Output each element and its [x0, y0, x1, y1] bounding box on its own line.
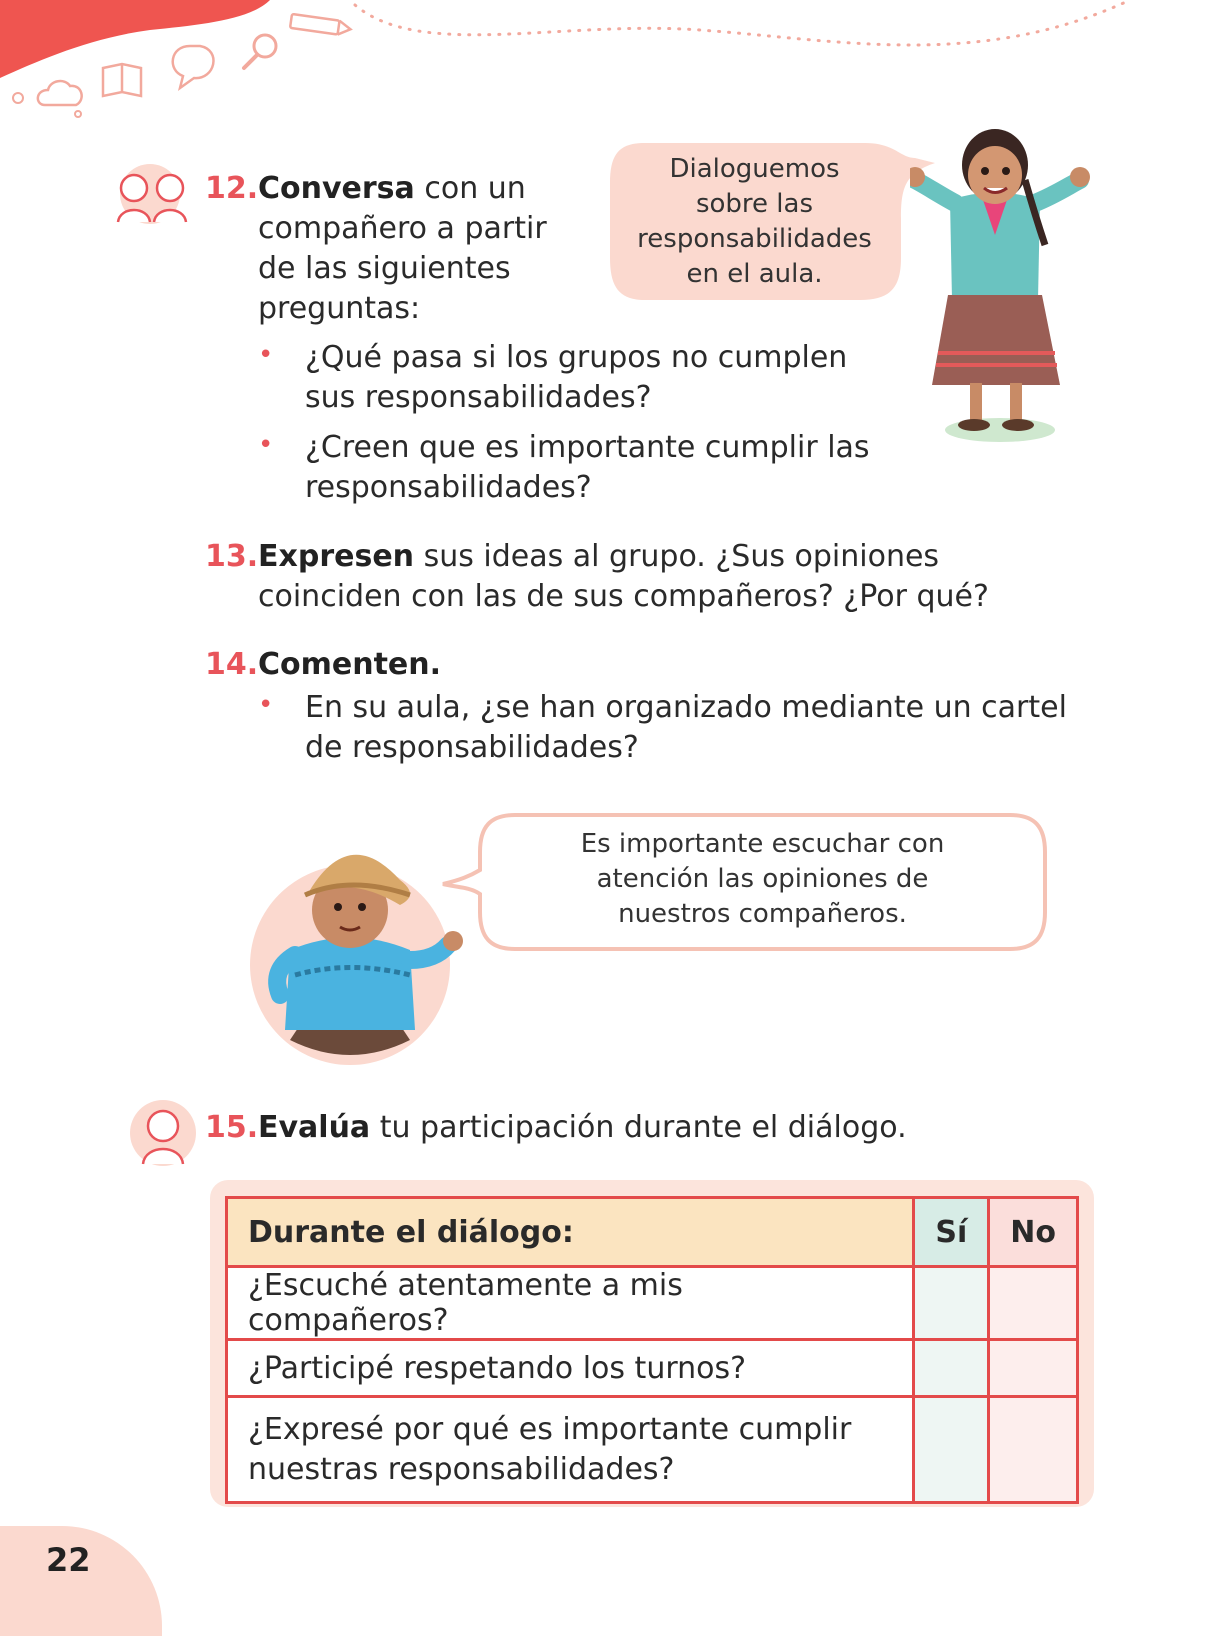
q12-line: de las siguientes	[258, 251, 511, 286]
page-number: 22	[46, 1541, 91, 1579]
row-question	[227, 1397, 914, 1503]
row-question: ¿Escuché atentamente a mis compañeros?	[227, 1267, 914, 1340]
q12-text	[258, 169, 578, 329]
top-decoration	[0, 0, 1215, 130]
individual-work-icon	[128, 1098, 198, 1168]
bubble1-text	[612, 152, 897, 292]
pencil-icon	[290, 14, 351, 36]
evaluation-table	[225, 1196, 1079, 1504]
bullet-dot: •	[258, 430, 274, 460]
bubble1-line: responsabilidades	[637, 224, 872, 254]
bullet-line: de responsabilidades?	[305, 730, 639, 765]
q13-line: sus ideas al grupo. ¿Sus opiniones	[423, 539, 940, 574]
table-row	[227, 1267, 1078, 1340]
bullet-dot: •	[258, 340, 274, 370]
bubble1-line: sobre las	[695, 189, 814, 219]
q14-bullet	[305, 688, 1105, 768]
bullet-dot: •	[258, 690, 274, 720]
girl-illustration	[910, 125, 1100, 450]
row-question-line: ¿Expresé por qué es importante cumplir	[248, 1411, 852, 1447]
book-icon	[103, 64, 141, 96]
q15-bold: Evalúa	[258, 1110, 371, 1145]
magnifier-icon	[244, 35, 276, 68]
q12-bullet-2	[305, 428, 925, 508]
q15-rest: tu participación durante el diálogo.	[379, 1110, 907, 1145]
q14-bold: Comenten.	[258, 647, 442, 682]
row-question: ¿Participé respetando los turnos?	[227, 1340, 914, 1397]
boy-illustration	[250, 835, 470, 1075]
bubble2-line: atención las opiniones de	[596, 864, 929, 894]
bubble2-line: Es importante escuchar con	[580, 829, 945, 859]
row-question-line: nuestras responsabilidades?	[248, 1451, 675, 1487]
si-check-cell[interactable]	[914, 1397, 989, 1503]
q13-line: coinciden con las de sus compañeros? ¿Por qué?	[258, 579, 989, 614]
dotted-line	[355, 0, 1130, 45]
col-no-header: No	[989, 1198, 1078, 1267]
q13-number: 13.	[205, 539, 259, 574]
speech-bubble-icon	[173, 46, 214, 88]
q12-line: con un	[424, 171, 526, 206]
q14-number: 14.	[205, 647, 259, 682]
bubble2-text	[480, 827, 1045, 932]
q12-line: preguntas:	[258, 291, 421, 326]
no-check-cell[interactable]	[989, 1267, 1078, 1340]
q12-bullet-1	[305, 338, 925, 418]
table-row	[227, 1340, 1078, 1397]
bubble1-line: Dialoguemos	[669, 154, 840, 184]
no-check-cell[interactable]	[989, 1340, 1078, 1397]
q13-bold: Expresen	[258, 539, 415, 574]
bullet-line: sus responsabilidades?	[305, 380, 652, 415]
q15-text	[258, 1108, 1058, 1148]
no-check-cell[interactable]	[989, 1397, 1078, 1503]
q12-line: compañero a partir	[258, 211, 547, 246]
cloud-icon	[13, 81, 82, 117]
table-header: Durante el diálogo:	[227, 1198, 914, 1267]
q12-bold: Conversa	[258, 171, 415, 206]
bubble2-line: nuestros compañeros.	[618, 899, 907, 929]
q15-number: 15.	[205, 1110, 259, 1145]
bullet-line: ¿Qué pasa si los grupos no cumplen	[305, 340, 848, 375]
si-check-cell[interactable]	[914, 1340, 989, 1397]
col-si-header: Sí	[914, 1198, 989, 1267]
bubble1-line: en el aula.	[686, 259, 823, 289]
si-check-cell[interactable]	[914, 1267, 989, 1340]
bullet-line: ¿Creen que es importante cumplir las	[305, 430, 870, 465]
q12-number: 12.	[205, 171, 259, 206]
bullet-line: En su aula, ¿se han organizado mediante un cartel	[305, 690, 1067, 725]
q13-text	[258, 537, 1058, 617]
table-row	[227, 1397, 1078, 1503]
bullet-line: responsabilidades?	[305, 470, 592, 505]
pair-work-icon	[112, 162, 198, 228]
